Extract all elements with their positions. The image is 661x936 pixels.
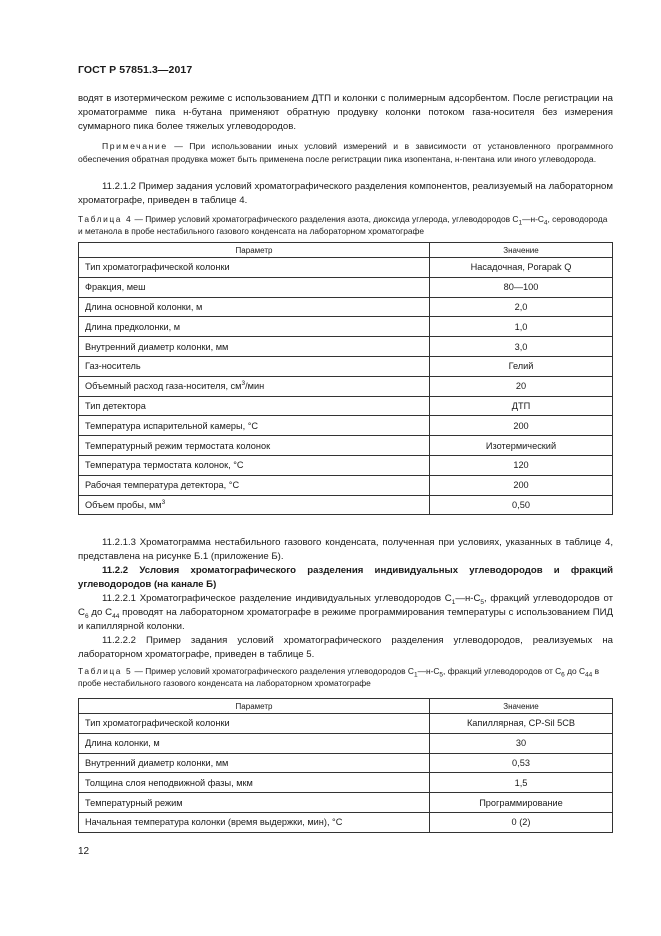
table5-caption: Таблица 5 — Пример условий хроматографического разделения углеводородов $С_1—н-С_5$, фракций углеводородов от $С_6$ до $С_{44}$ в пробе нестабильного газового конденсата на лабораторном хроматографе — [78, 666, 600, 688]
table4-param-cell: Объемный расход газа-носителя, $см^3$/мин — [79, 376, 430, 396]
table5-row — [79, 753, 613, 773]
table4-param-cell: Фракция, меш — [79, 277, 430, 297]
table4-row — [79, 396, 613, 416]
table4-value-cell: 0,50 — [430, 495, 613, 515]
table4-param-cell: Рабочая температура детектора, °С — [79, 475, 430, 495]
table4-row — [79, 416, 613, 436]
table4-param-cell: Температурный режим термостата колонок — [79, 436, 430, 456]
page-number: 12 — [78, 846, 90, 857]
table4-value-cell: 1,0 — [430, 317, 613, 337]
table5-param-cell: Толщина слоя неподвижной фазы, мкм — [79, 773, 430, 793]
table4-row — [79, 356, 613, 376]
table5-param-cell: Начальная температура колонки (время выдержки, мин), °С — [79, 812, 430, 832]
table5-col-value: Значение — [430, 699, 613, 714]
paragraph-11212: 11.2.1.2 Пример задания условий хроматографического разделения компонентов, реализуемый на лабораторном хроматографе, приведен в таблице 4. — [78, 181, 613, 206]
table5-col-param: Параметр — [79, 699, 430, 714]
paragraph-11213: 11.2.1.3 Хроматограмма нестабильного газового конденсата, полученная при условиях, указанных в таблице 4, представлена на рисунке Б.1 (приложение Б). — [78, 537, 613, 562]
table4-param-cell: Длина предколонки, м — [79, 317, 430, 337]
table5-caption-label: Таблица 5 — [78, 666, 133, 676]
table4-value-cell: Гелий — [430, 356, 613, 376]
table4-value-cell: 3,0 — [430, 337, 613, 357]
table4-value-cell: 80—100 — [430, 277, 613, 297]
table4-row — [79, 297, 613, 317]
note-text: — При использовании иных условий измерений и в зависимости от установленного программного обеспечения обратная продувка может быть применена после регистрации пика изопентана, н-пентана или иного углеводорода. — [78, 141, 613, 164]
table4-row — [79, 317, 613, 337]
note — [78, 140, 613, 165]
table4-param-cell: Длина основной колонки, м — [79, 297, 430, 317]
table5-header-row — [79, 699, 613, 714]
table4-param-cell: Газ-носитель — [79, 356, 430, 376]
table4-param-cell: Объем пробы, $мм^3$ — [79, 495, 430, 515]
table4-row — [79, 475, 613, 495]
table4-param-cell: Температура испарительной камеры, °С — [79, 416, 430, 436]
table4-value-cell: 200 — [430, 475, 613, 495]
table4-param-cell: Тип детектора — [79, 396, 430, 416]
table5-row — [79, 733, 613, 753]
table4-caption-label: Таблица 4 — [78, 214, 133, 224]
table4-value-cell: 2,0 — [430, 297, 613, 317]
table4-col-param: Параметр — [79, 243, 430, 258]
table4-header-row — [79, 243, 613, 258]
table4-value-cell: ДТП — [430, 396, 613, 416]
note-label: Примечание — [102, 141, 168, 151]
table5-param-cell: Внутренний диаметр колонки, мм — [79, 753, 430, 773]
table5-row — [79, 793, 613, 813]
table-4 — [78, 242, 613, 515]
paragraph-11222: 11.2.2.2 Пример задания условий хроматографического разделения углеводородов, реализуемых на лабораторном хроматографе, приведен в таблице 5. — [78, 635, 613, 660]
table4-param-cell: Тип хроматографической колонки — [79, 258, 430, 278]
table4-caption: Таблица 4 — Пример условий хроматографического разделения азота, диоксида углерода, углеводородов $С_1—н-С_4$, сероводорода и метанола в пробе нестабильного газового конденсата на лабораторном хроматографе — [78, 214, 608, 236]
table5-row — [79, 714, 613, 734]
table4-row — [79, 495, 613, 515]
table4-row — [79, 277, 613, 297]
table5-value-cell: 1,5 — [430, 773, 613, 793]
paragraph-11221: 11.2.2.1 Хроматографическое разделение индивидуальных углеводородов $С_1—н-С_5$, фракций углеводородов от $С_6$ до $С_{44}$ проводят на лабораторном хроматографе в режиме программирования температуры с использованием ПИД и капиллярной колонки. — [78, 593, 613, 632]
table5-value-cell: 0,53 — [430, 753, 613, 773]
heading-1122: 11.2.2 Условия хроматографического разделения индивидуальных углеводородов и фракций углеводородов (на канале Б) — [78, 565, 613, 590]
table5-value-cell: Капиллярная, CP-Sil 5CB — [430, 714, 613, 734]
table5-param-cell: Температурный режим — [79, 793, 430, 813]
document-header: ГОСТ Р 57851.3—2017 — [78, 64, 193, 76]
table4-row — [79, 455, 613, 475]
table-5 — [78, 698, 613, 833]
table4-row — [79, 258, 613, 278]
table5-row — [79, 773, 613, 793]
table4-col-value: Значение — [430, 243, 613, 258]
table5-value-cell: Программирование — [430, 793, 613, 813]
table4-row — [79, 436, 613, 456]
table5-value-cell: 0 (2) — [430, 812, 613, 832]
table4-value-cell: 200 — [430, 416, 613, 436]
table5-param-cell: Длина колонки, м — [79, 733, 430, 753]
table4-value-cell: Изотермический — [430, 436, 613, 456]
table4-value-cell: 120 — [430, 455, 613, 475]
table4-param-cell: Внутренний диаметр колонки, мм — [79, 337, 430, 357]
paragraph-continuation: водят в изотермическом режиме с использованием ДТП и колонки с полимерным адсорбентом. После регистрации на хроматограмме пика н-бутана применяют обратную продувку колонки потоком газа-носителя без измерения суммарного пика более тяжелых углеводородов. — [78, 93, 613, 132]
table5-value-cell: 30 — [430, 733, 613, 753]
table4-row — [79, 337, 613, 357]
table4-value-cell: Насадочная, Porapak Q — [430, 258, 613, 278]
table4-value-cell: 20 — [430, 376, 613, 396]
table4-param-cell: Температура термостата колонок, °С — [79, 455, 430, 475]
table5-row — [79, 812, 613, 832]
table5-param-cell: Тип хроматографической колонки — [79, 714, 430, 734]
table4-row — [79, 376, 613, 396]
